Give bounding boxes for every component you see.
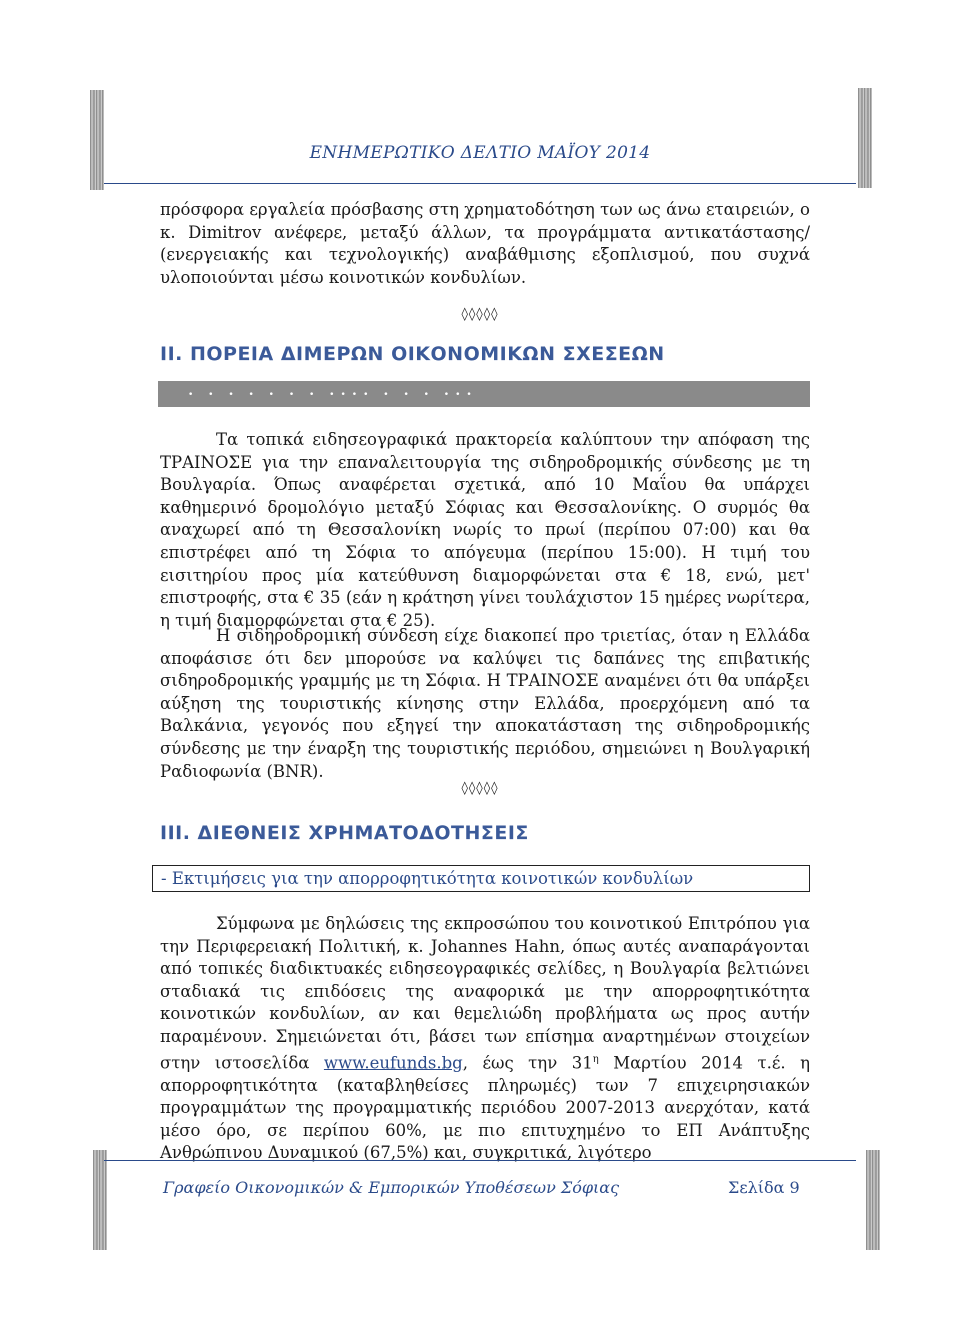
scan-margin-bar-top-left bbox=[90, 90, 104, 190]
footer-page-number: Σελίδα 9 bbox=[728, 1178, 800, 1197]
eu-funds-text-c: Μαρτίου 2014 τ.έ. η απορροφητικότητα (καταβληθείσες πληρωμές) των 7 επιχειρησιακών προγραμμάτων της προγραμματικής περιόδου 2007-2013 ανερχόταν, κατά μέσο όρο, σε περίπου 60%, με πιο επιτυχημένο το ΕΠ Ανάπτυξης Ανθρώπινου Δυναμικού (67,5%) και, συγκριτικά, λιγότερο bbox=[160, 1053, 811, 1163]
page-header-title: ΕΝΗΜΕΡΩΤΙΚΟ ΔΕΛΤΙΟ ΜΑΪΟΥ 2014 bbox=[309, 143, 651, 163]
footer-office-name: Γραφείο Οικονομικών & Εμπορικών Υποθέσεων Σόφιας bbox=[163, 1178, 620, 1197]
scan-margin-bar-bottom-right bbox=[866, 1150, 880, 1250]
section-heading-international-funding: ΙΙΙ. ΔΙΕΘΝΕΙΣ ΧΡΗΜΑΤΟΔΟΤΗΣΕΙΣ bbox=[160, 822, 529, 844]
ordinal-superscript: η bbox=[592, 1053, 599, 1065]
scan-margin-bar-bottom-left bbox=[93, 1150, 107, 1250]
eu-funds-text-a: Σύμφωνα με δηλώσεις της εκπροσώπου του κοινοτικού Επιτρόπου για την Περιφερειακή Πολιτική, κ. Johannes Hahn, όπως αυτές αναπαράγονται από τοπικές διαδικτυακές ειδησεογραφικές σελίδες, η Βουλγαρία βελτιώνει σταδιακά τις επιδόσεις της αναφορικά με την απορροφητικότητα κοινοτικών κονδυλίων, αν και θεμελιώδη προβλήματα ως προς αυτήν παραμένουν. Σημειώνεται ότι, βάσει των επίσημα αναρτημένων στοιχείων στην ιστοσελίδα bbox=[160, 914, 810, 1073]
railway-paragraph-2: Η σιδηροδρομική σύνδεση είχε διακοπεί προ τριετίας, όταν η Ελλάδα αποφάσισε ότι δεν μπορούσε να καλύψει τις δαπάνες της επιβατικής σιδηροδρομικής γραμμής με τη Σόφια. Η ΤΡΑΙΝΟΣΕ αναμένει ότι θα υπάρξει αύξηση της τουριστικής κίνησης στην Ελλάδα, προερχόμενη από τα Βαλκάνια, γεγονός που εξηγεί την αποκατάσταση της σιδηροδρομικής σύνδεσης με την έναρξη της τουριστικής περιόδου, σημειώνει η Βουλγαρική Ραδιοφωνία (BNR). bbox=[160, 626, 810, 781]
subheading-eu-funds-absorption: - Εκτιμήσεις για την απορροφητικότητα κοινοτικών κονδυλίων bbox=[152, 865, 810, 892]
separator-diamonds: ◊◊◊◊◊ bbox=[461, 307, 499, 322]
railway-paragraph-1: Τα τοπικά ειδησεογραφικά πρακτορεία καλύπτουν την απόφαση της ΤΡΑΙΝΟΣΕ για την επαναλειτουργία της σιδηροδρομικής σύνδεσης με τη Βουλγαρία. Όπως αναφέρεται σχετικά, από 10 Μαΐου θα υπάρχει καθημερινό δρομολόγιο μεταξύ Σόφιας και Θεσσαλονίκης. Ο συρμός θα αναχωρεί από τη Θεσσαλονίκη νωρίς το πρωί (περίπου 07:00) και θα επιστρέφει από τη Σόφια το απόγευμα (περίπου 15:00). Η τιμή του εισιτηρίου προς μία κατεύθυνση διαμορφώνεται στα € 18, ενώ, μετ' επιστροφής, στα € 35 (εάν η κράτηση γίνει τουλάχιστον 15 ημέρες νωρίτερα, η τιμή διαμορφώνεται στα € 25). bbox=[160, 430, 810, 630]
banner-dots: • • • • • • • •••• • • • ••• bbox=[188, 390, 478, 400]
footer-rule bbox=[104, 1160, 856, 1161]
header-rule bbox=[104, 183, 856, 184]
scan-margin-bar-top-right bbox=[858, 88, 872, 188]
intro-paragraph: πρόσφορα εργαλεία πρόσβασης στη χρηματοδότηση των ως άνω εταιρειών, ο κ. Dimitrov ανέφερε, μεταξύ άλλων, τα προγράμματα αντικατάστασης/ (ενεργειακής και τεχνολογικής) αναβάθμισης εξοπλισμού, που συχνά υλοποιούνται μέσω κοινοτικών κονδυλίων. bbox=[160, 200, 810, 287]
eu-funds-text-b: , έως την 31 bbox=[462, 1053, 593, 1073]
eu-funds-paragraph bbox=[160, 913, 810, 1165]
section-heading-bilateral-relations: ΙΙ. ΠΟΡΕΙΑ ΔΙΜΕΡΩΝ ΟΙΚΟΝΟΜΙΚΩΝ ΣΧΕΣΕΩΝ bbox=[160, 343, 665, 365]
eufunds-link[interactable]: www.eufunds.bg bbox=[323, 1053, 463, 1073]
section-banner bbox=[158, 381, 810, 407]
separator-diamonds-2: ◊◊◊◊◊ bbox=[461, 781, 499, 796]
